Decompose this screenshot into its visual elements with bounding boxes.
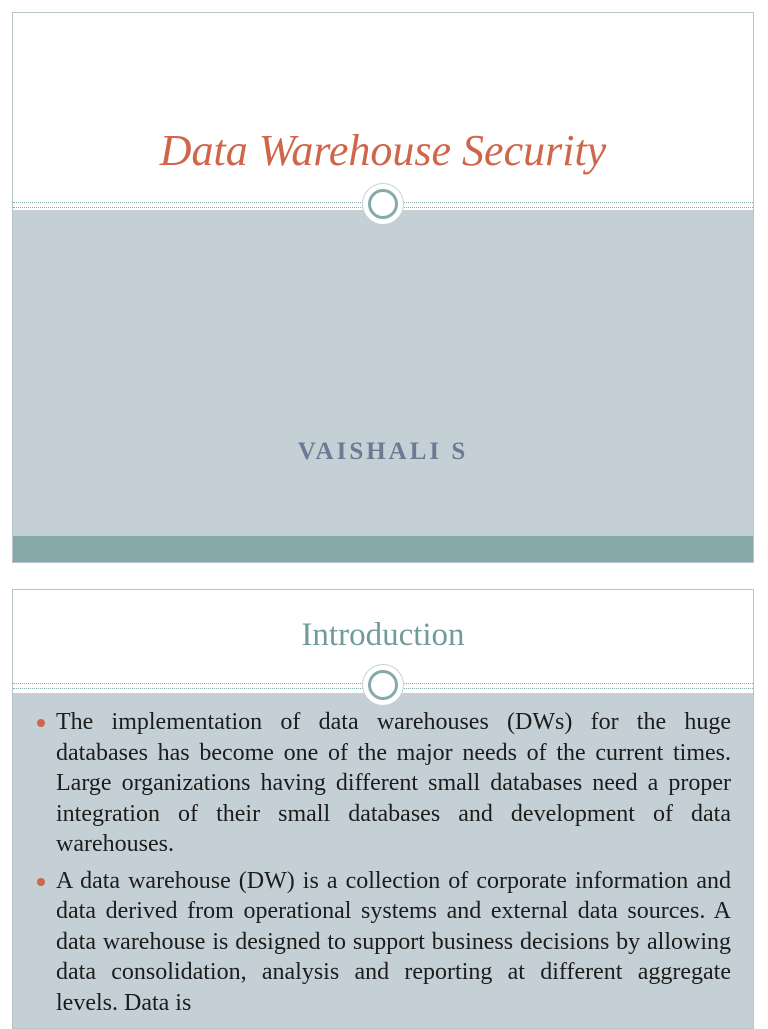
- subtitle-panel: [13, 210, 753, 536]
- footer-bar: [13, 536, 753, 562]
- slide-title: Data Warehouse Security: [159, 126, 607, 175]
- bullet-item: [35, 866, 731, 1019]
- title-slide: [12, 12, 754, 563]
- author-name: VAISHALI S: [297, 438, 469, 465]
- divider-ring-icon: [363, 184, 403, 224]
- bullet-dot-icon: [37, 719, 45, 727]
- title-area: [13, 13, 753, 210]
- divider-ring-icon: [363, 665, 403, 705]
- slide-heading: Introduction: [301, 617, 465, 653]
- introduction-slide: [12, 589, 754, 1029]
- bullet-dot-icon: [37, 878, 45, 886]
- bullet-item: [35, 707, 731, 860]
- bullet-text: The implementation of data warehouses (DWs) for the huge databases has become one of the major needs of the current times. Large organizations having different small databases need a proper integration of their small databases and development of data warehouses.: [56, 709, 731, 857]
- bullet-text: A data warehouse (DW) is a collection of corporate information and data derived from operational systems and external data sources. A data warehouse is designed to support business decisions by allowing data consolidation, analysis and reporting at different aggregate levels. Data is: [56, 867, 731, 1016]
- bullet-list: [35, 707, 731, 1024]
